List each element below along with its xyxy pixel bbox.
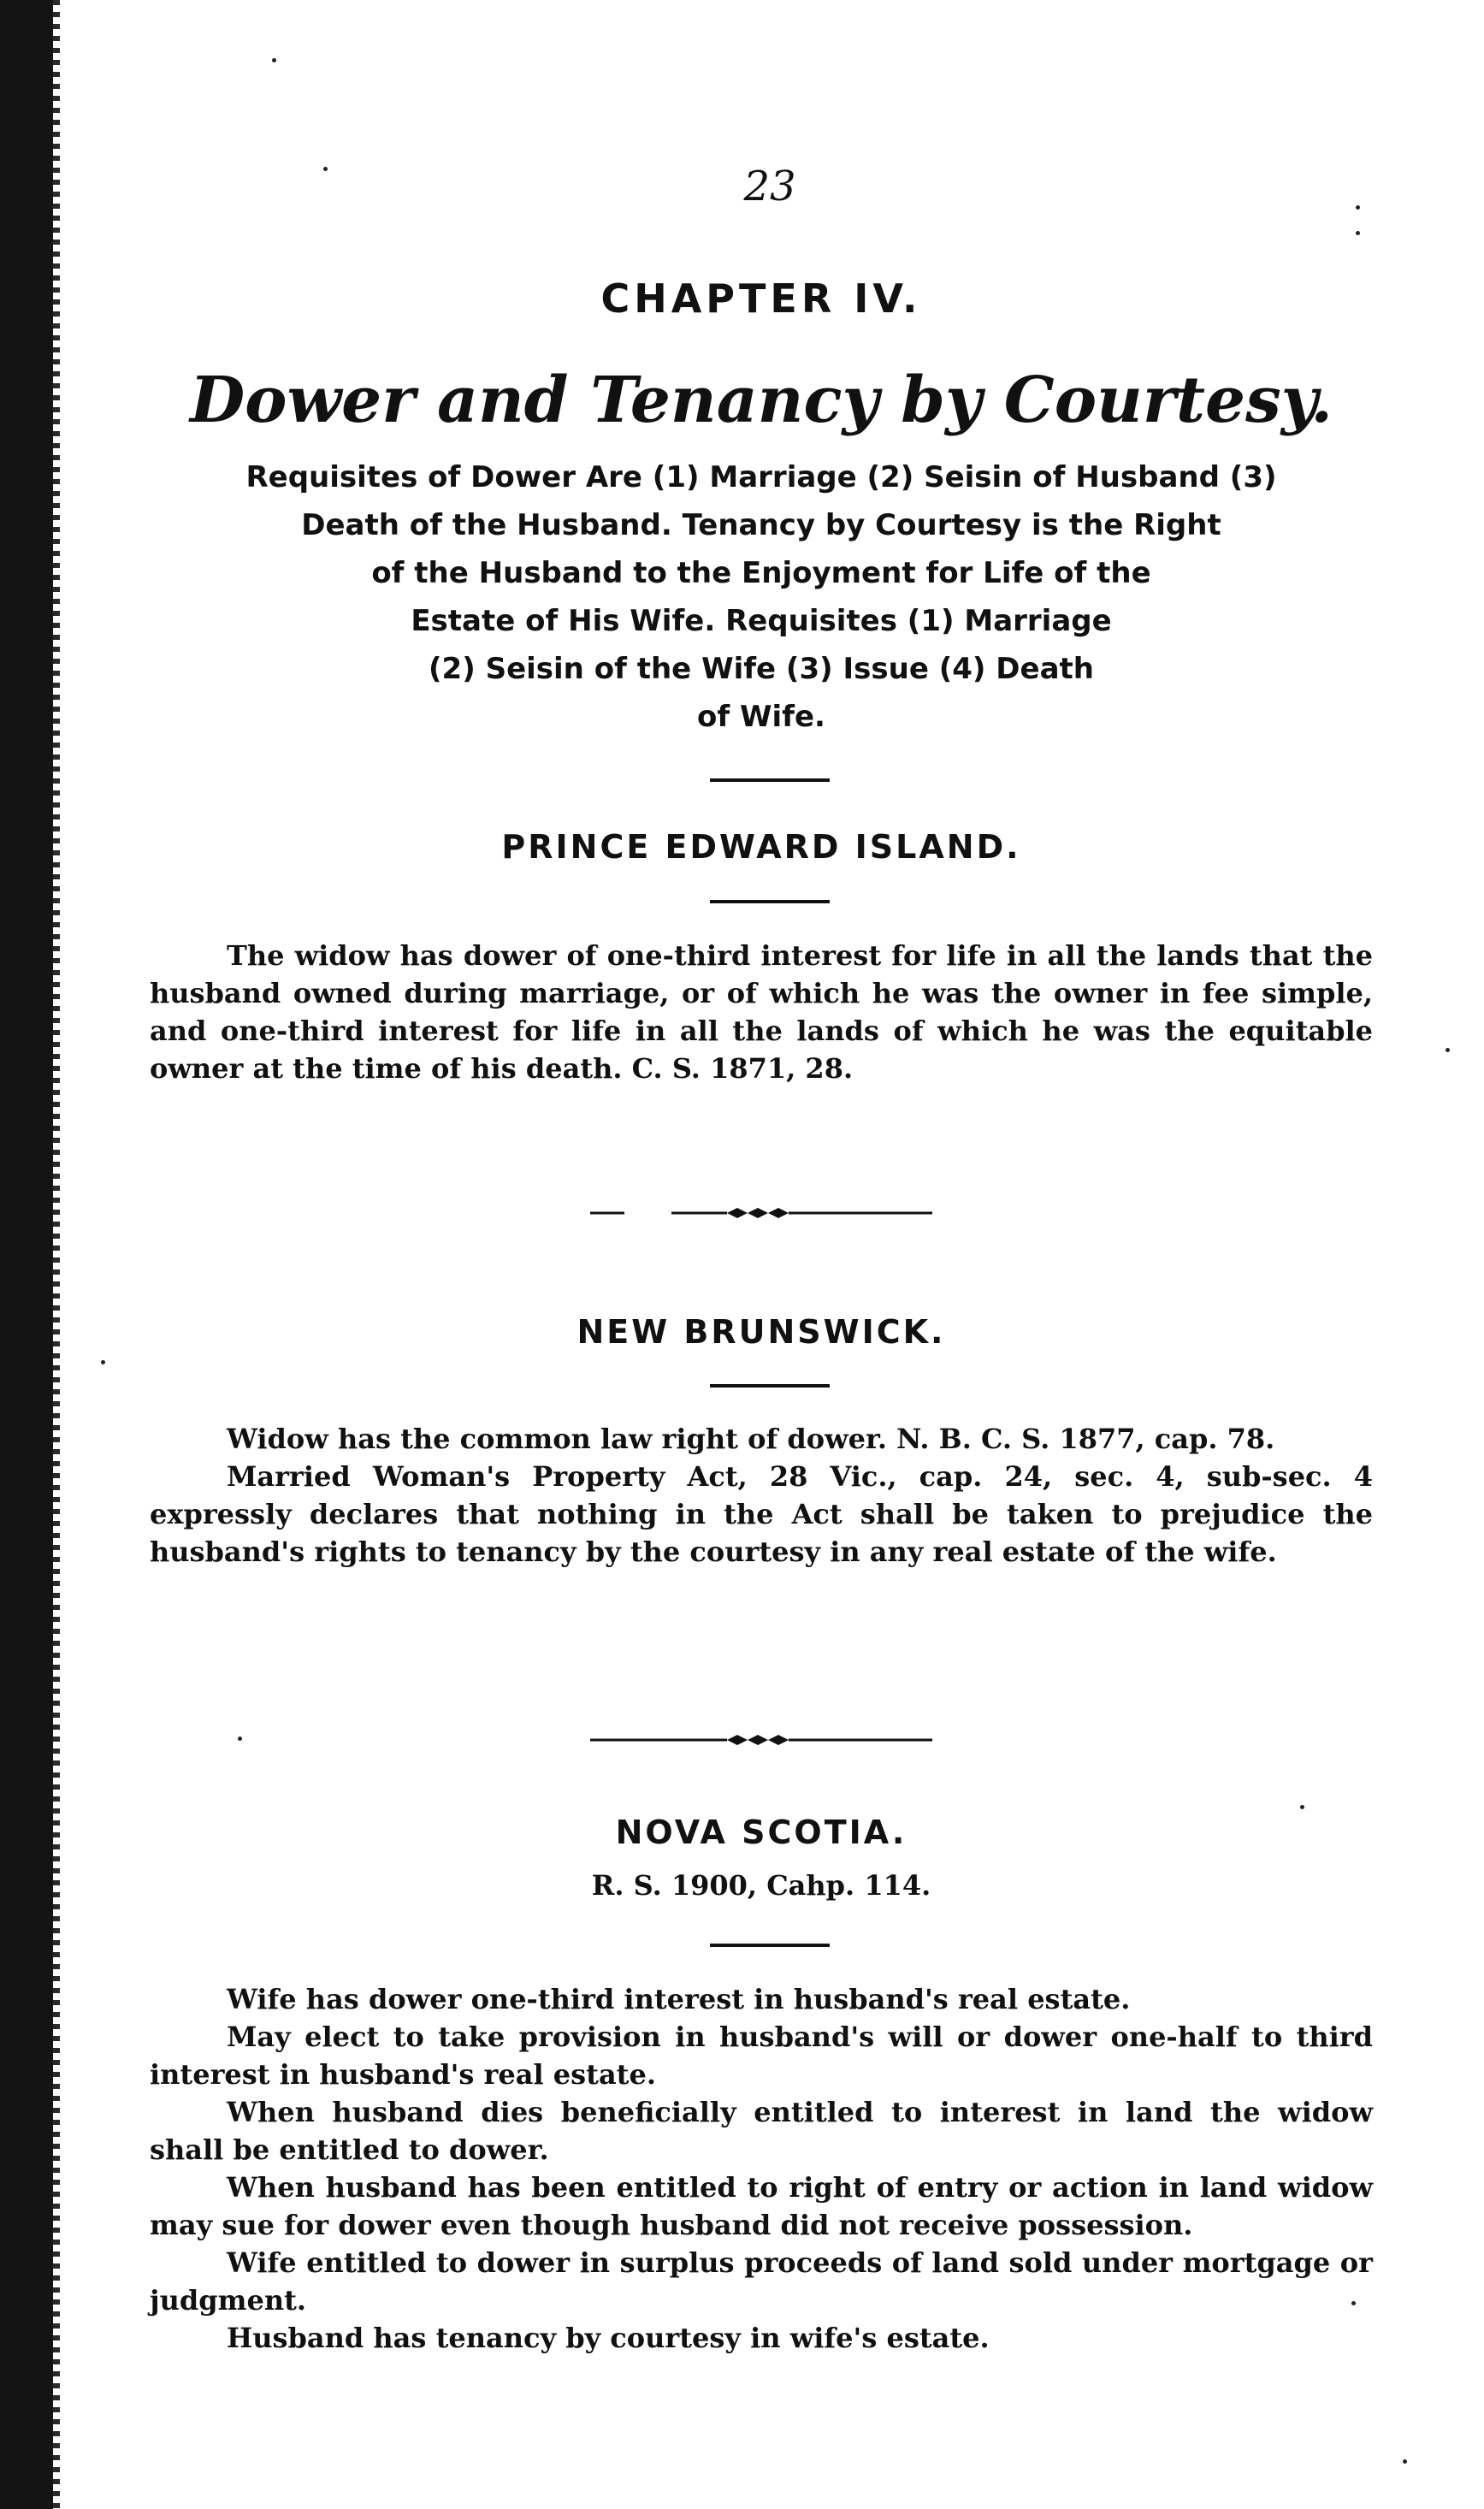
- ornament-divider: [590, 1204, 932, 1222]
- scan-speck: [1403, 2459, 1407, 2464]
- paragraph: When husband dies beneficially entitled to interest in land the widow shall be entitled to dower.: [150, 2096, 1373, 2166]
- paragraph: The widow has dower of one-third interest for life in all the lands that the husband owned during marriage, or of which he was the owner in fee simple, and one-third interest for life in all the lands of which he was the equitable owner at the time of his death. C. S. 1871, 28.: [150, 939, 1373, 1085]
- scan-speck: [1356, 231, 1360, 235]
- synopsis-line: Death of the Husband. Tenancy by Courtesy is the Right: [301, 508, 1221, 542]
- binding-stripe: [53, 0, 60, 2509]
- paragraph: Husband has tenancy by courtesy in wife's estate.: [227, 2322, 990, 2354]
- synopsis-line: Requisites of Dower Are (1) Marriage (2) Seisin of Husband (3): [245, 460, 1277, 494]
- section-subheading-ns: R. S. 1900, Cahp. 114.: [591, 1869, 931, 1902]
- section-body-pei: [150, 937, 1373, 1087]
- binding-edge: [0, 0, 53, 2509]
- section-heading-ns: NOVA SCOTIA.: [615, 1814, 908, 1851]
- section-body-nb: [150, 1420, 1373, 1571]
- paragraph: Married Woman's Property Act, 28 Vic., cap. 24, sec. 4, sub-sec. 4 expressly declares that nothing in the Act shall be taken to prejudice the husband's rights to tenancy by the courtesy in any real estate of the wife.: [150, 1460, 1373, 1568]
- section-divider: [710, 1384, 830, 1388]
- page-number: 23: [743, 163, 796, 210]
- section-divider: [710, 1944, 830, 1947]
- synopsis-line: of the Husband to the Enjoyment for Life of the: [371, 556, 1151, 590]
- paragraph: Wife has dower one-third interest in husband's real estate.: [227, 1983, 1131, 2015]
- paragraph: May elect to take provision in husband's will or dower one-half to third interest in husband's real estate.: [150, 2021, 1373, 2091]
- chapter-title: Dower and Tenancy by Courtesy.: [189, 364, 1333, 437]
- synopsis-line: of Wife.: [697, 700, 825, 734]
- scan-speck: [238, 1737, 242, 1741]
- scan-speck: [1446, 1048, 1450, 1052]
- paragraph: Wife entitled to dower in surplus proceeds of land sold under mortgage or judgment.: [150, 2246, 1373, 2317]
- chapter-synopsis: [150, 453, 1373, 741]
- ornament-divider: [590, 1731, 932, 1749]
- section-divider: [710, 778, 830, 782]
- scan-speck: [1300, 1805, 1304, 1809]
- section-divider: [710, 900, 830, 903]
- section-heading-nb: NEW BRUNSWICK.: [576, 1313, 946, 1351]
- synopsis-line: (2) Seisin of the Wife (3) Issue (4) Death: [429, 652, 1094, 686]
- scan-speck: [1356, 205, 1360, 210]
- section-body-ns: [150, 1980, 1373, 2357]
- paragraph: Widow has the common law right of dower. N. B. C. S. 1877, cap. 78.: [227, 1423, 1275, 1455]
- chapter-heading: CHAPTER IV.: [600, 275, 922, 322]
- synopsis-line: Estate of His Wife. Requisites (1) Marriage: [411, 604, 1112, 638]
- scan-speck: [272, 58, 276, 62]
- scan-speck: [1351, 2301, 1356, 2305]
- section-heading-pei: PRINCE EDWARD ISLAND.: [501, 828, 1021, 866]
- paragraph: When husband has been entitled to right of entry or action in land widow may sue for dower even though husband did not receive possession.: [150, 2171, 1373, 2241]
- scan-speck: [101, 1360, 105, 1364]
- scan-speck: [323, 167, 328, 171]
